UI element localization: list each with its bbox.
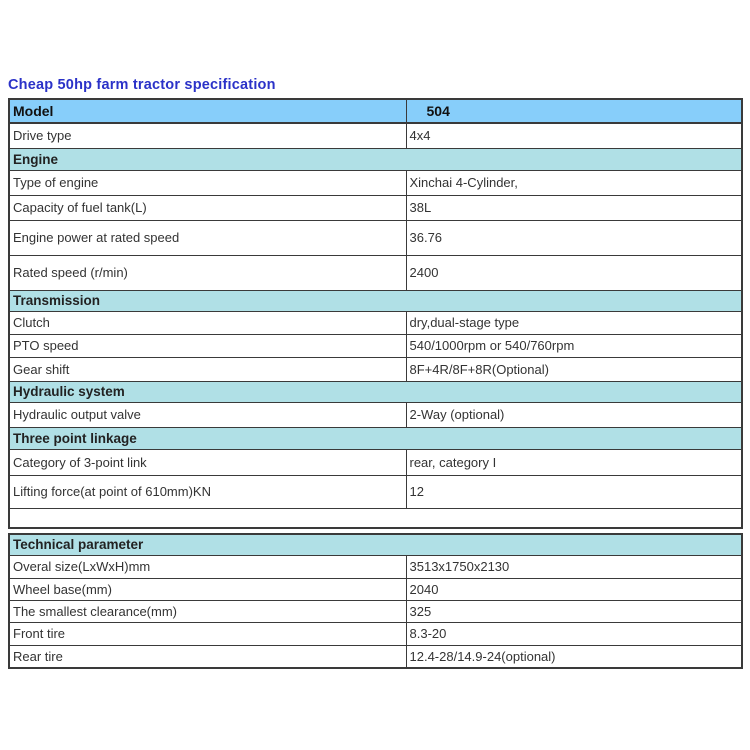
spec-value: Xinchai 4-Cylinder, (406, 170, 742, 195)
spec-label: Gear shift (9, 357, 406, 381)
spec-label: Rear tire (9, 645, 406, 668)
section-row (9, 534, 742, 555)
table-row (9, 195, 742, 220)
table-row (9, 578, 742, 600)
spec-value: 36.76 (406, 220, 742, 255)
section-label: Transmission (9, 290, 742, 311)
table-row (9, 334, 742, 357)
model-value-cell: 504 (406, 99, 742, 123)
spec-label: Rated speed (r/min) (9, 255, 406, 290)
spec-value: 12.4-28/14.9-24(optional) (406, 645, 742, 668)
section-label: Hydraulic system (9, 381, 742, 402)
spec-value: 4x4 (406, 123, 742, 148)
table-row (9, 357, 742, 381)
spec-value: 8F+4R/8F+8R(Optional) (406, 357, 742, 381)
spec-label: Category of 3-point link (9, 449, 406, 475)
table-row (9, 600, 742, 622)
spec-label: The smallest clearance(mm) (9, 600, 406, 622)
spec-value: 2040 (406, 578, 742, 600)
table-row (9, 220, 742, 255)
table-row (9, 170, 742, 195)
spec-label: Lifting force(at point of 610mm)KN (9, 475, 406, 508)
spec-table-technical (8, 533, 743, 669)
section-label: Three point linkage (9, 427, 742, 449)
table-row (9, 622, 742, 645)
spec-label: Wheel base(mm) (9, 578, 406, 600)
table-row (9, 123, 742, 148)
spec-value: 3513x1750x2130 (406, 555, 742, 578)
spec-label: Engine power at rated speed (9, 220, 406, 255)
table-row (9, 555, 742, 578)
spec-label: PTO speed (9, 334, 406, 357)
table-row (9, 645, 742, 668)
empty-row (9, 508, 742, 528)
table-row (9, 255, 742, 290)
spec-label: Capacity of fuel tank(L) (9, 195, 406, 220)
model-header-cell: Model (9, 99, 406, 123)
spec-value: 540/1000rpm or 540/760rpm (406, 334, 742, 357)
spec-value: dry,dual-stage type (406, 311, 742, 334)
table-row (9, 311, 742, 334)
table-row (9, 449, 742, 475)
table-row (9, 402, 742, 427)
table-row (9, 475, 742, 508)
spec-value: 2400 (406, 255, 742, 290)
spec-label: Overal size(LxWxH)mm (9, 555, 406, 578)
spec-value: 2-Way (optional) (406, 402, 742, 427)
spec-label: Hydraulic output valve (9, 402, 406, 427)
spec-label: Type of engine (9, 170, 406, 195)
section-row (9, 148, 742, 170)
empty-cell (9, 508, 742, 528)
spec-value: rear, category I (406, 449, 742, 475)
spec-label: Front tire (9, 622, 406, 645)
spec-value: 38L (406, 195, 742, 220)
spec-tables-wrapper (8, 98, 741, 669)
spec-value: 12 (406, 475, 742, 508)
spec-label: Drive type (9, 123, 406, 148)
section-row (9, 381, 742, 402)
section-label: Technical parameter (9, 534, 742, 555)
spec-label: Clutch (9, 311, 406, 334)
page-title: Cheap 50hp farm tractor specification (8, 77, 276, 93)
section-row (9, 290, 742, 311)
table-header-row (9, 99, 742, 123)
spec-table-main (8, 98, 743, 529)
spec-value: 325 (406, 600, 742, 622)
spec-value: 8.3-20 (406, 622, 742, 645)
section-row (9, 427, 742, 449)
section-label: Engine (9, 148, 742, 170)
